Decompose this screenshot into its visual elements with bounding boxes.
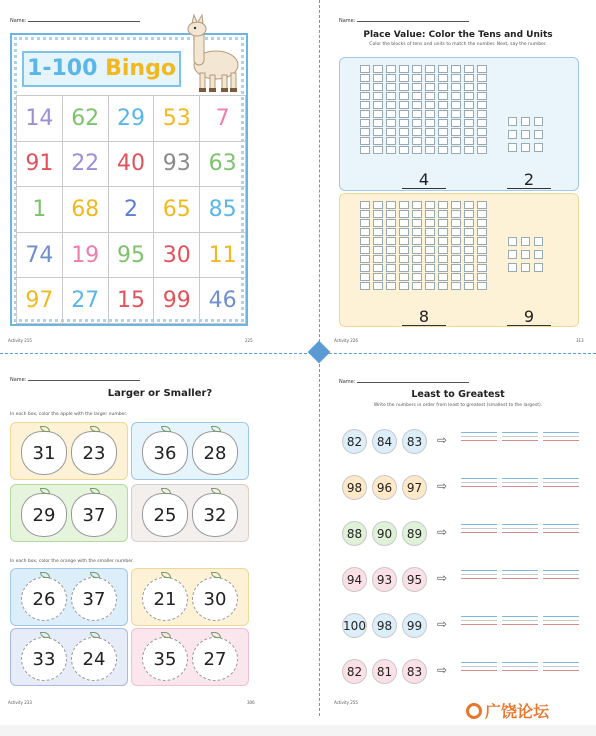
name-field: Name: <box>339 377 469 385</box>
least-greatest-title: Least to Greatest <box>411 389 505 400</box>
apple-4-2[interactable]: 32 <box>192 493 238 537</box>
number-bubble: 81 <box>372 659 397 684</box>
bingo-cell: 97 <box>17 278 63 324</box>
orange-4-2[interactable]: 27 <box>192 637 238 681</box>
bingo-cell: 7 <box>200 96 246 142</box>
unit-blocks <box>508 237 543 272</box>
tens-rod[interactable] <box>425 201 435 290</box>
answer-writing-lines[interactable] <box>543 662 579 676</box>
footer-page: 313 <box>576 338 584 343</box>
orange-2-2[interactable]: 30 <box>192 577 238 621</box>
number-bubble: 98 <box>342 475 367 500</box>
place-value-subtitle: Color the blocks of tens and units to match the number. Next, say the number. <box>369 42 547 47</box>
number-bubble: 83 <box>402 429 427 454</box>
apple-3-2[interactable]: 37 <box>71 493 117 537</box>
orange-2-1[interactable]: 21 <box>142 577 188 621</box>
tens-rod[interactable] <box>477 201 487 290</box>
units-answer: 2 <box>507 172 551 189</box>
answer-writing-lines[interactable] <box>502 524 538 538</box>
least-greatest-subtitle: Write the numbers in order from least to greatest (smallest to the largest). <box>373 403 543 408</box>
number-bubble: 88 <box>342 521 367 546</box>
unit-block[interactable] <box>508 250 517 259</box>
answer-writing-lines[interactable] <box>502 478 538 492</box>
llama-illustration <box>182 13 246 95</box>
bingo-cell: 53 <box>154 96 200 142</box>
orange-3-1[interactable]: 33 <box>21 637 67 681</box>
name-field: Name: <box>10 375 140 383</box>
unit-block[interactable] <box>521 117 530 126</box>
unit-block[interactable] <box>534 130 543 139</box>
tens-rod[interactable] <box>451 65 461 154</box>
arrow-icon: ⇨ <box>437 479 448 493</box>
bingo-cell: 62 <box>63 96 109 142</box>
answer-writing-lines[interactable] <box>502 616 538 630</box>
number-bubble: 100 <box>342 613 367 638</box>
tens-rod[interactable] <box>438 201 448 290</box>
unit-block[interactable] <box>508 130 517 139</box>
bingo-cell: 95 <box>109 233 155 279</box>
bingo-cell: 2 <box>109 187 155 233</box>
arrow-icon: ⇨ <box>437 617 448 631</box>
bingo-cell: 29 <box>109 96 155 142</box>
unit-block[interactable] <box>534 237 543 246</box>
bingo-cell: 1 <box>17 187 63 233</box>
arrow-icon: ⇨ <box>437 433 448 447</box>
footer-page: 225 <box>245 338 253 343</box>
tens-rod[interactable] <box>399 201 409 290</box>
name-field: Name: <box>339 16 469 24</box>
arrow-icon: ⇨ <box>437 663 448 677</box>
tens-rods <box>360 201 487 290</box>
unit-block[interactable] <box>521 143 530 152</box>
unit-block[interactable] <box>521 130 530 139</box>
orange-3-2[interactable]: 24 <box>71 637 117 681</box>
number-bubble: 89 <box>402 521 427 546</box>
bingo-cell: 91 <box>17 142 63 188</box>
place-value-title: Place Value: Color the Tens and Units <box>363 30 553 40</box>
horizontal-divider <box>0 353 596 354</box>
tens-answer: 8 <box>402 309 446 326</box>
answer-writing-lines[interactable] <box>502 662 538 676</box>
tens-rod[interactable] <box>373 65 383 154</box>
answer-writing-lines[interactable] <box>461 432 497 446</box>
number-bubble: 83 <box>402 659 427 684</box>
center-diamond <box>308 341 331 364</box>
bingo-cell: 63 <box>200 142 246 188</box>
tens-rod[interactable] <box>360 201 370 290</box>
apple-4-1[interactable]: 25 <box>142 493 188 537</box>
tens-rods <box>360 65 487 154</box>
number-bubble: 90 <box>372 521 397 546</box>
arrow-icon: ⇨ <box>437 525 448 539</box>
number-bubble: 97 <box>402 475 427 500</box>
answer-writing-lines[interactable] <box>461 616 497 630</box>
bingo-cell: 65 <box>154 187 200 233</box>
name-field: Name: <box>10 16 140 24</box>
tens-rod[interactable] <box>386 65 396 154</box>
unit-block[interactable] <box>534 263 543 272</box>
bingo-cell: 40 <box>109 142 155 188</box>
tens-rod[interactable] <box>425 65 435 154</box>
tens-rod[interactable] <box>399 65 409 154</box>
larger-smaller-title: Larger or Smaller? <box>107 388 213 399</box>
unit-block[interactable] <box>521 237 530 246</box>
bingo-cell: 19 <box>63 233 109 279</box>
bingo-cell: 30 <box>154 233 200 279</box>
bingo-cell: 99 <box>154 278 200 324</box>
apple-2-2[interactable]: 28 <box>192 431 238 475</box>
number-bubble: 84 <box>372 429 397 454</box>
unit-block[interactable] <box>508 237 517 246</box>
answer-writing-lines[interactable] <box>502 432 538 446</box>
tens-rod[interactable] <box>451 201 461 290</box>
bingo-cell: 22 <box>63 142 109 188</box>
instruction-apples: In each box, color the apple with the larger number. <box>10 412 128 417</box>
bingo-grid <box>16 95 246 324</box>
unit-block[interactable] <box>508 263 517 272</box>
footer-page: 306 <box>247 700 255 705</box>
number-bubble: 95 <box>402 567 427 592</box>
tens-rod[interactable] <box>386 201 396 290</box>
number-bubble: 94 <box>342 567 367 592</box>
answer-writing-lines[interactable] <box>461 478 497 492</box>
bingo-cell: 74 <box>17 233 63 279</box>
unit-block[interactable] <box>534 117 543 126</box>
apple-1-1[interactable]: 31 <box>21 431 67 475</box>
tens-rod[interactable] <box>464 65 474 154</box>
apple-3-1[interactable]: 29 <box>21 493 67 537</box>
bingo-cell: 15 <box>109 278 155 324</box>
unit-block[interactable] <box>534 250 543 259</box>
number-bubble: 93 <box>372 567 397 592</box>
answer-writing-lines[interactable] <box>461 524 497 538</box>
number-bubble: 98 <box>372 613 397 638</box>
tens-answer: 4 <box>402 172 446 189</box>
tens-rod[interactable] <box>464 201 474 290</box>
answer-writing-lines[interactable] <box>543 478 579 492</box>
bingo-cell: 14 <box>17 96 63 142</box>
bingo-cell: 93 <box>154 142 200 188</box>
bingo-cell: 11 <box>200 233 246 279</box>
tens-rod[interactable] <box>412 201 422 290</box>
number-bubble: 99 <box>402 613 427 638</box>
footer-activity: Activity 226 <box>334 338 358 343</box>
answer-writing-lines[interactable] <box>543 570 579 584</box>
unit-block[interactable] <box>508 143 517 152</box>
answer-writing-lines[interactable] <box>461 570 497 584</box>
orange-1-1[interactable]: 26 <box>21 577 67 621</box>
bottom-bar <box>0 725 596 736</box>
footer-activity: Activity 255 <box>334 700 358 705</box>
orange-1-2[interactable]: 37 <box>71 577 117 621</box>
tens-rod[interactable] <box>477 65 487 154</box>
answer-writing-lines[interactable] <box>543 432 579 446</box>
bingo-title: 1-100 Bingo <box>22 51 181 87</box>
tens-rod[interactable] <box>438 65 448 154</box>
tens-rod[interactable] <box>373 201 383 290</box>
apple-2-1[interactable]: 36 <box>142 431 188 475</box>
unit-block[interactable] <box>521 250 530 259</box>
bingo-cell: 27 <box>63 278 109 324</box>
footer-activity: Activity 233 <box>8 700 32 705</box>
footer-activity: Activity 215 <box>8 338 32 343</box>
number-bubble: 82 <box>342 429 367 454</box>
tens-rod[interactable] <box>412 65 422 154</box>
unit-block[interactable] <box>508 117 517 126</box>
bingo-cell: 68 <box>63 187 109 233</box>
answer-writing-lines[interactable] <box>461 662 497 676</box>
unit-block[interactable] <box>534 143 543 152</box>
answer-writing-lines[interactable] <box>543 524 579 538</box>
instruction-oranges: In each box, color the orange with the smaller number. <box>10 559 134 564</box>
unit-block[interactable] <box>521 263 530 272</box>
answer-writing-lines[interactable] <box>543 616 579 630</box>
tens-rod[interactable] <box>360 65 370 154</box>
bingo-cell: 85 <box>200 187 246 233</box>
unit-blocks <box>508 117 543 152</box>
arrow-icon: ⇨ <box>437 571 448 585</box>
number-bubble: 82 <box>342 659 367 684</box>
answer-writing-lines[interactable] <box>502 570 538 584</box>
apple-1-2[interactable]: 23 <box>71 431 117 475</box>
orange-4-1[interactable]: 35 <box>142 637 188 681</box>
units-answer: 9 <box>507 309 551 326</box>
number-bubble: 96 <box>372 475 397 500</box>
bingo-cell: 46 <box>200 278 246 324</box>
g-logo-icon <box>466 703 482 719</box>
watermark-logo: 广饶论坛 <box>466 699 549 722</box>
